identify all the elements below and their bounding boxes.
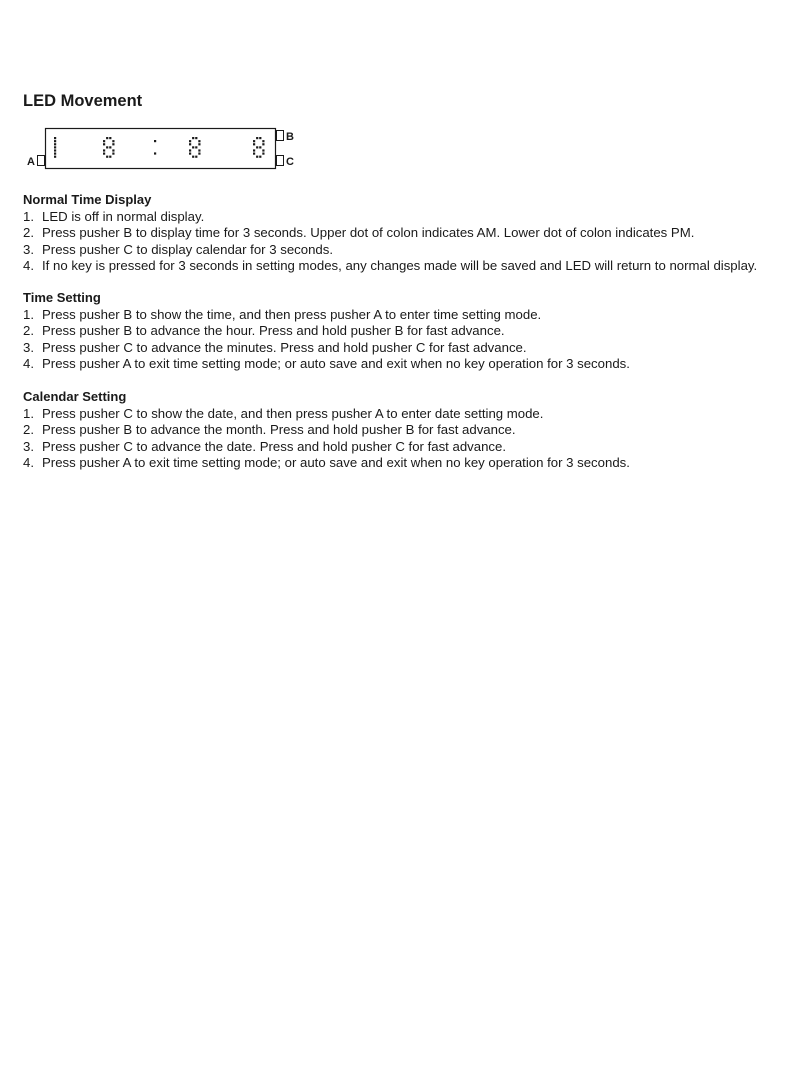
led-dot: [112, 143, 114, 145]
pusher-b-label: B: [286, 131, 294, 143]
led-dot: [103, 153, 105, 155]
list-item: 1. Press pusher C to show the date, and then press pusher A to enter date setting mode.: [23, 405, 544, 421]
page-title: LED Movement: [23, 92, 143, 110]
led-dot: [54, 153, 56, 155]
section-heading: Calendar Setting: [23, 389, 127, 404]
led-dot: [103, 143, 105, 145]
led-dot: [154, 152, 156, 154]
led-dot: [103, 140, 105, 142]
led-dot: [189, 140, 191, 142]
pusher-a-label: A: [27, 156, 35, 168]
led-dot: [253, 140, 255, 142]
led-dot: [262, 140, 264, 142]
led-dot: [109, 137, 111, 139]
list-item: 2. Press pusher B to display time for 3 seconds. Upper dot of colon indicates AM. Lower dot of colon indicates PM.: [23, 225, 695, 240]
list-item: 1. LED is off in normal display.: [23, 208, 205, 224]
list-item: 3. Press pusher C to display calendar for 3 seconds.: [23, 241, 334, 257]
led-dot: [109, 156, 111, 158]
section-time-setting: [23, 290, 803, 373]
led-dot: [192, 137, 194, 139]
pusher-b: [277, 131, 284, 141]
led-dot: [54, 149, 56, 151]
led-dot: [259, 137, 261, 139]
list-item: 2. Press pusher B to advance the hour. Press and hold pusher B for fast advance.: [23, 323, 505, 338]
led-dot: [192, 156, 194, 158]
led-dot: [112, 149, 114, 151]
led-dot: [259, 156, 261, 158]
led-dot: [54, 137, 56, 139]
led-dot: [192, 146, 194, 148]
led-dot: [189, 153, 191, 155]
led-dot: [198, 149, 200, 151]
led-digit-hour-tens: [54, 137, 56, 158]
led-dot: [259, 146, 261, 148]
led-dot: [54, 143, 56, 145]
led-dot: [106, 156, 108, 158]
section-calendar-setting: [23, 389, 803, 472]
list-item: 4. Press pusher A to exit time setting mode; or auto save and exit when no key operation for 3 seconds.: [23, 455, 630, 470]
led-movement-diagram: [24, 125, 304, 173]
led-dot: [112, 140, 114, 142]
led-dot: [112, 153, 114, 155]
led-dot: [262, 149, 264, 151]
list-item: 3. Press pusher C to advance the minutes. Press and hold pusher C for fast advance.: [23, 339, 527, 355]
led-dot: [198, 140, 200, 142]
led-dot: [154, 140, 156, 142]
led-dot: [54, 146, 56, 148]
led-dot: [253, 149, 255, 151]
section-heading: Normal Time Display: [23, 192, 152, 207]
led-display-body: [46, 129, 276, 169]
led-dot: [256, 146, 258, 148]
led-dot: [253, 143, 255, 145]
led-dot: [189, 143, 191, 145]
led-dot: [106, 137, 108, 139]
section-heading: Time Setting: [23, 290, 101, 305]
list-item: 3. Press pusher C to advance the date. Press and hold pusher C for fast advance.: [23, 438, 507, 454]
led-dot: [256, 137, 258, 139]
led-dot: [195, 137, 197, 139]
list-item: 2. Press pusher B to advance the month. Press and hold pusher B for fast advance.: [23, 422, 516, 437]
led-dot: [189, 149, 191, 151]
led-dot: [253, 153, 255, 155]
section-normal-time-display: [23, 192, 803, 275]
led-dot: [54, 156, 56, 158]
led-dot: [195, 156, 197, 158]
led-dot: [106, 146, 108, 148]
led-dot: [54, 140, 56, 142]
led-dot: [198, 153, 200, 155]
led-dot: [256, 156, 258, 158]
led-dot: [198, 143, 200, 145]
list-item: 1. Press pusher B to show the time, and then press pusher A to enter time setting mode.: [23, 306, 542, 322]
led-dot: [195, 146, 197, 148]
pusher-a: [38, 156, 45, 166]
pusher-c: [277, 156, 284, 166]
list-item: 4. Press pusher A to exit time setting mode; or auto save and exit when no key operation for 3 seconds.: [23, 356, 630, 371]
led-dot: [262, 143, 264, 145]
list-item: 4. If no key is pressed for 3 seconds in setting modes, any changes made will be saved and LED will return to normal display.: [23, 258, 758, 273]
pusher-c-label: C: [286, 156, 294, 168]
led-dot: [262, 153, 264, 155]
led-dot: [109, 146, 111, 148]
led-dot: [103, 149, 105, 151]
